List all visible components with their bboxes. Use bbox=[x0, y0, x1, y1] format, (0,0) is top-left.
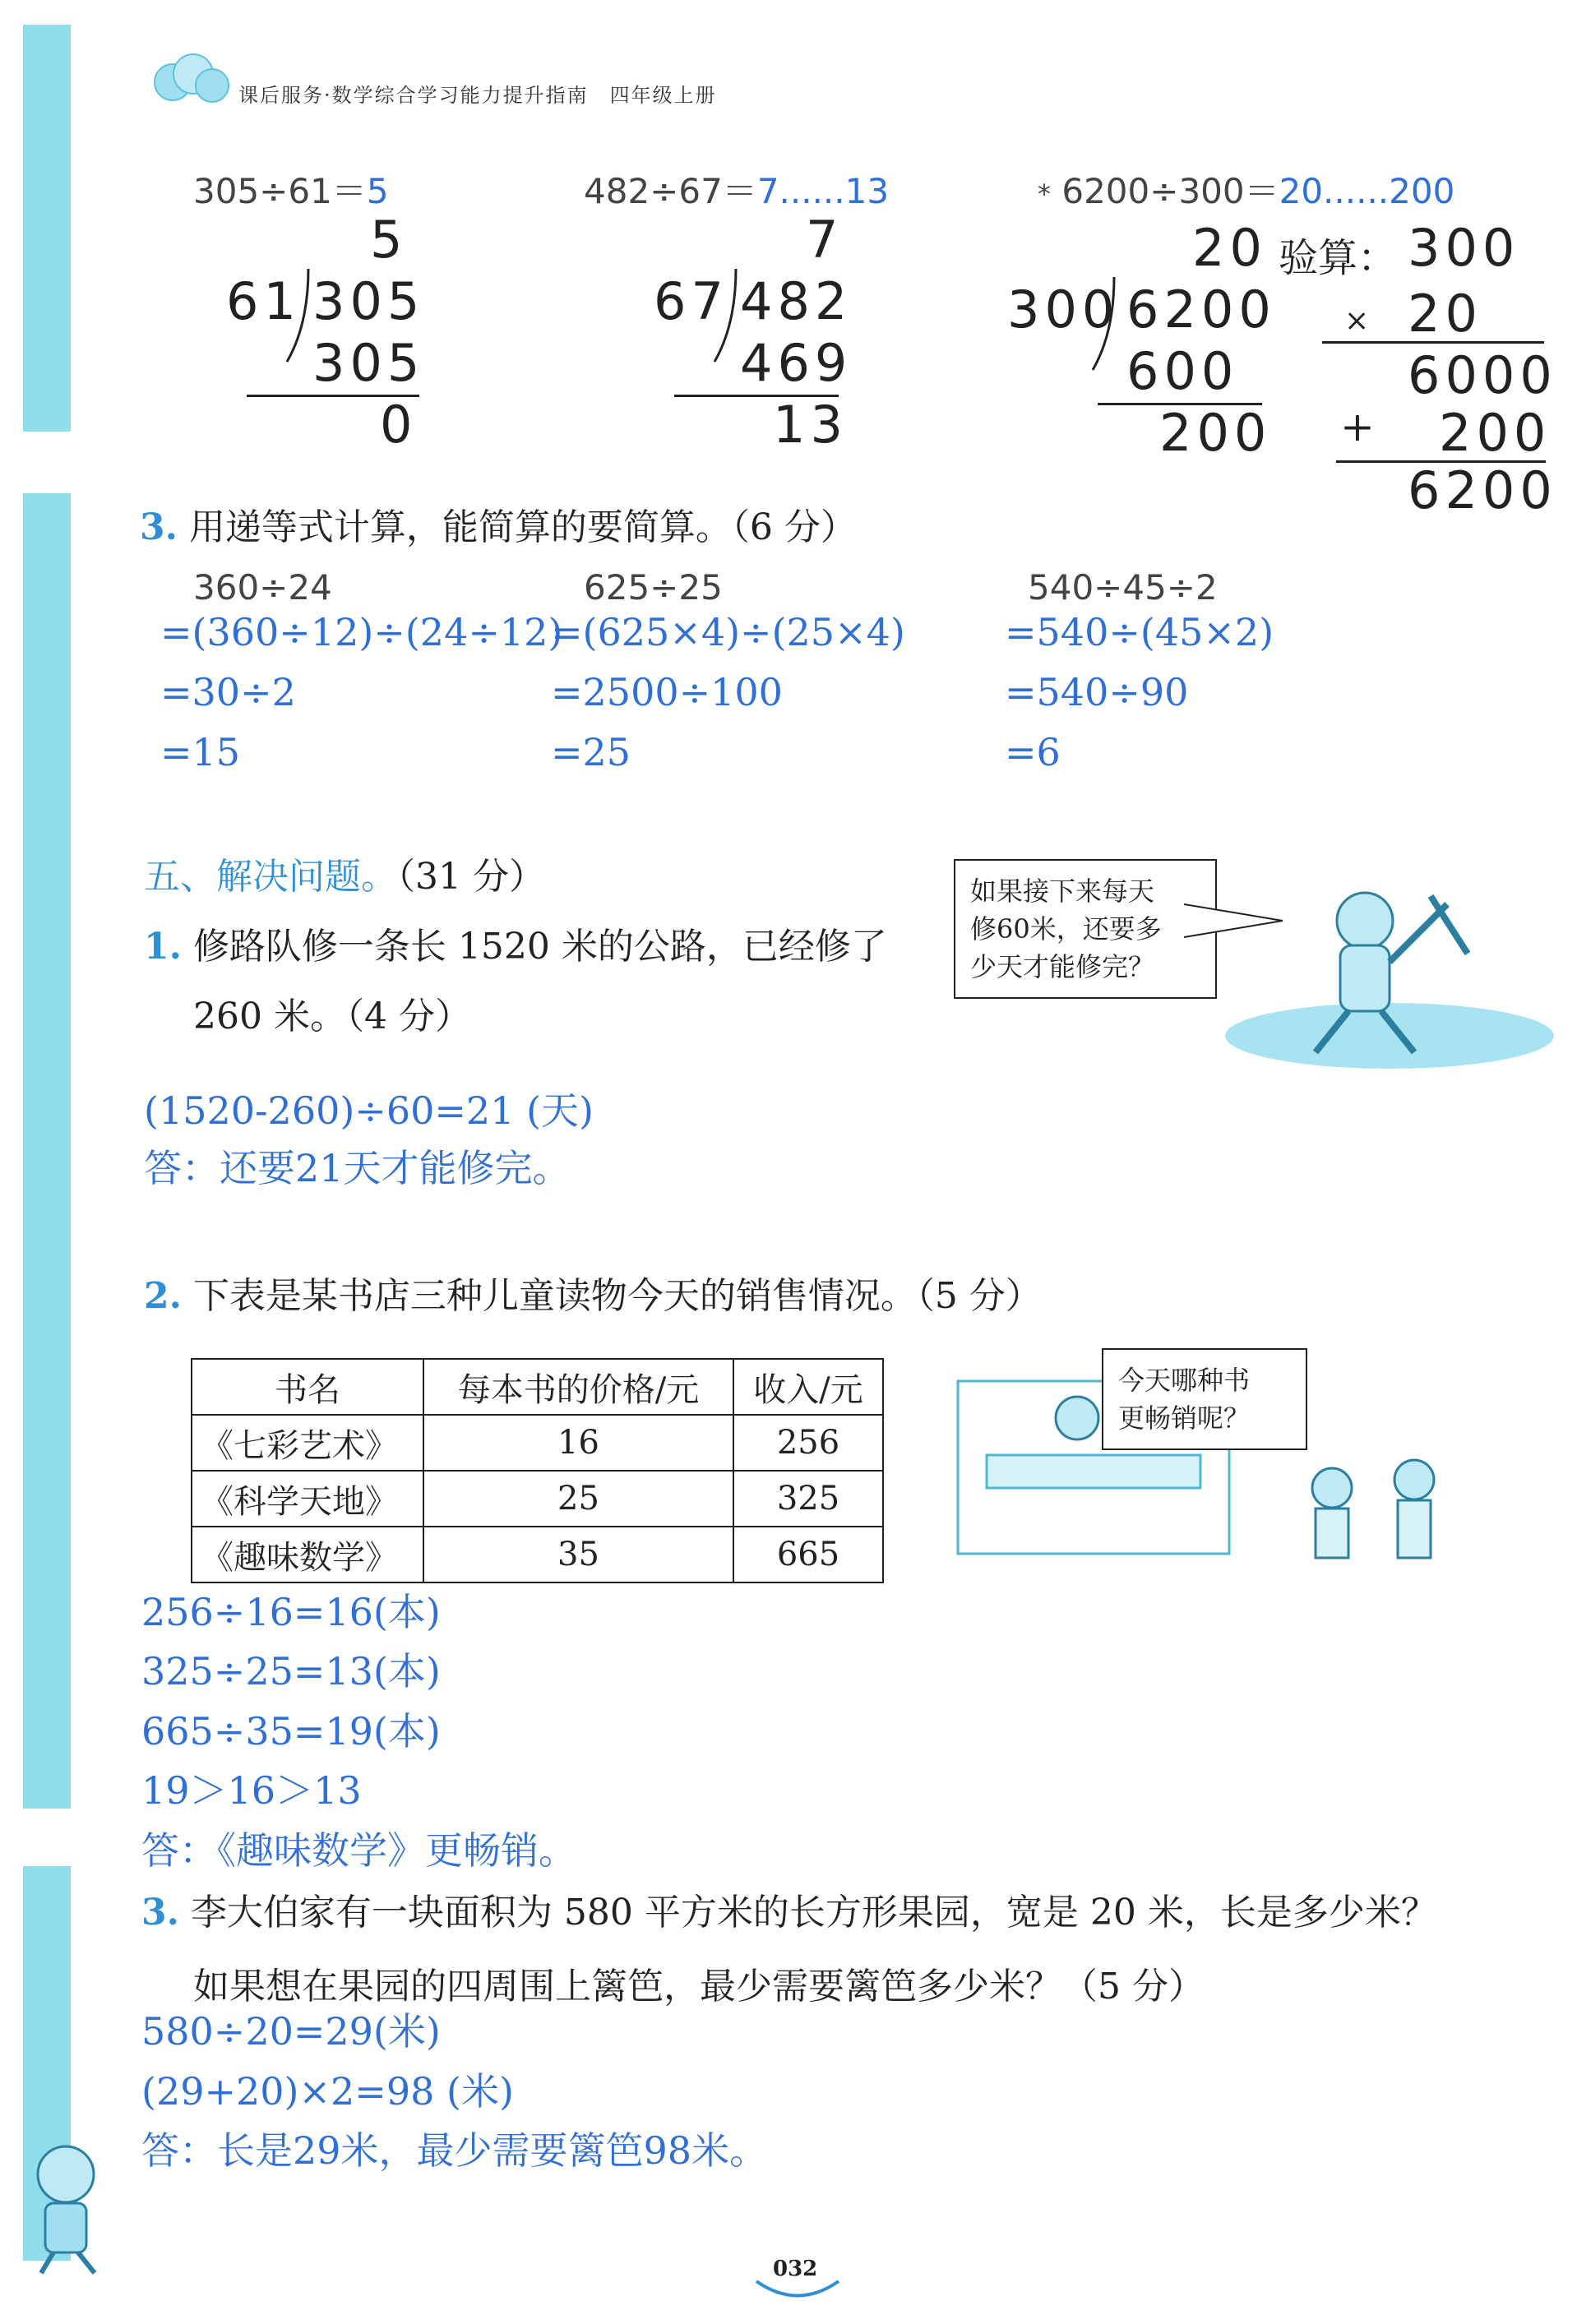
check-factor-b: 20 bbox=[1408, 284, 1482, 344]
step-line: =2500÷100 bbox=[551, 670, 783, 714]
long-division-remainder: 200 bbox=[1159, 403, 1272, 463]
long-division-dividend: 305 bbox=[312, 271, 425, 331]
speech-bubble: 今天哪种书 更畅销呢？ bbox=[1102, 1348, 1307, 1450]
sales-table bbox=[191, 1358, 884, 1583]
long-division-quotient: 5 bbox=[370, 210, 408, 270]
step-problem: 625÷25 bbox=[584, 567, 723, 608]
long-division-product: 469 bbox=[740, 333, 853, 393]
answer-line: 325÷25=13(本) bbox=[141, 1649, 441, 1693]
long-division-dividend: 482 bbox=[740, 271, 853, 331]
check-product: 6000 bbox=[1408, 345, 1557, 405]
left-decorative-strip bbox=[23, 493, 71, 1809]
long-division-divisor: 67 bbox=[654, 271, 728, 331]
step-line: =(360÷12)÷(24÷12) bbox=[160, 610, 563, 654]
step-line: =6 bbox=[1005, 730, 1061, 774]
table-row bbox=[192, 1471, 883, 1527]
table-cell: 256 bbox=[733, 1415, 883, 1471]
step-line: =540÷(45×2) bbox=[1005, 610, 1274, 654]
speech-bubble: 如果接下来每天 修60米，还要多 少天才能修完？ bbox=[954, 859, 1217, 999]
table-row bbox=[192, 1415, 883, 1471]
check-label: 验算： bbox=[1279, 235, 1398, 281]
long-division-product: 305 bbox=[312, 333, 425, 393]
answer-line: 19＞16＞13 bbox=[141, 1768, 362, 1813]
table-header-cell: 每本书的价格/元 bbox=[423, 1359, 733, 1415]
worker-illustration bbox=[1184, 855, 1554, 1077]
page-number-ornament bbox=[752, 2277, 843, 2302]
check-operator: + bbox=[1340, 403, 1375, 450]
table-cell: 《科学天地》 bbox=[192, 1471, 423, 1527]
answer-line: 256÷16=16(本) bbox=[141, 1590, 441, 1634]
step-problem: 540÷45÷2 bbox=[1028, 567, 1218, 608]
step-line: =(625×4)÷(25×4) bbox=[551, 610, 905, 654]
problem-1-text: 1. 修路队修一条长 1520 米的公路，已经修了 bbox=[144, 926, 887, 968]
check-factor-a: 300 bbox=[1408, 218, 1520, 278]
left-decorative-strip bbox=[23, 25, 71, 432]
table-header-row bbox=[192, 1359, 883, 1415]
long-division-quotient: 20 bbox=[1192, 218, 1267, 278]
answer-line: 答：还要21天才能修完。 bbox=[144, 1146, 571, 1190]
long-division-divisor: 61 bbox=[226, 271, 301, 331]
section-title: 五、解决问题。（31 分） bbox=[144, 856, 545, 898]
table-cell: 16 bbox=[423, 1415, 733, 1471]
question-3-prompt: 3. 用递等式计算，能简算的要简算。（6 分） bbox=[140, 506, 857, 548]
division-problem: * 6200÷300＝20......200 bbox=[1038, 171, 1455, 211]
long-division-quotient: 7 bbox=[806, 210, 844, 270]
check-addend: 200 bbox=[1439, 403, 1552, 463]
problem-1-text-continued: 260 米。（4 分） bbox=[193, 996, 471, 1037]
table-cell: 35 bbox=[423, 1527, 733, 1582]
balloon-icon bbox=[148, 49, 238, 115]
problem-3-text: 3. 李大伯家有一块面积为 580 平方米的长方形果园，宽是 20 米，长是多少米？ bbox=[141, 1892, 1437, 1934]
table-cell: 665 bbox=[733, 1527, 883, 1582]
division-problem: 482÷67＝7......13 bbox=[584, 171, 890, 211]
table-header-cell: 书名 bbox=[192, 1359, 423, 1415]
answer-line: (1520-260)÷60=21 (天) bbox=[144, 1088, 594, 1133]
check-rule bbox=[1322, 341, 1544, 344]
answer-line: 580÷20=29(米) bbox=[141, 2009, 441, 2054]
boy-illustration bbox=[16, 2137, 123, 2277]
answer-line: (29+20)×2=98 (米) bbox=[141, 2069, 514, 2114]
table-row bbox=[192, 1527, 883, 1582]
step-line: =30÷2 bbox=[160, 670, 296, 714]
long-division-remainder: 0 bbox=[380, 395, 418, 455]
step-line: =25 bbox=[551, 730, 631, 774]
table-cell: 325 bbox=[733, 1471, 883, 1527]
step-line: =15 bbox=[160, 730, 241, 774]
page-number: 032 bbox=[773, 2257, 818, 2281]
table-cell: 《趣味数学》 bbox=[192, 1527, 423, 1582]
division-problem: 305÷61＝5 bbox=[193, 171, 389, 211]
long-division-product: 600 bbox=[1126, 341, 1239, 401]
answer-line: 答：《趣味数学》更畅销。 bbox=[141, 1828, 576, 1873]
check-sum: 6200 bbox=[1408, 460, 1557, 520]
table-header-cell: 收入/元 bbox=[733, 1359, 883, 1415]
step-problem: 360÷24 bbox=[193, 567, 332, 608]
page-header: 课后服务·数学综合学习能力提升指南 四年级上册 bbox=[238, 84, 717, 107]
long-division-divisor: 300 bbox=[1007, 280, 1120, 340]
problem-2-text: 2. 下表是某书店三种儿童读物今天的销售情况。（5 分） bbox=[144, 1275, 1042, 1317]
long-division-dividend: 6200 bbox=[1126, 280, 1276, 340]
table-cell: 《七彩艺术》 bbox=[192, 1415, 423, 1471]
check-operator: × bbox=[1344, 304, 1370, 338]
answer-line: 665÷35=19(本) bbox=[141, 1709, 441, 1753]
step-line: =540÷90 bbox=[1005, 670, 1189, 714]
long-division-remainder: 13 bbox=[773, 395, 848, 455]
answer-line: 答：长是29米，最少需要篱笆98米。 bbox=[141, 2128, 768, 2173]
problem-3-text-continued: 如果想在果园的四周围上篱笆，最少需要篱笆多少米？（5 分） bbox=[193, 1966, 1205, 2008]
table-cell: 25 bbox=[423, 1471, 733, 1527]
